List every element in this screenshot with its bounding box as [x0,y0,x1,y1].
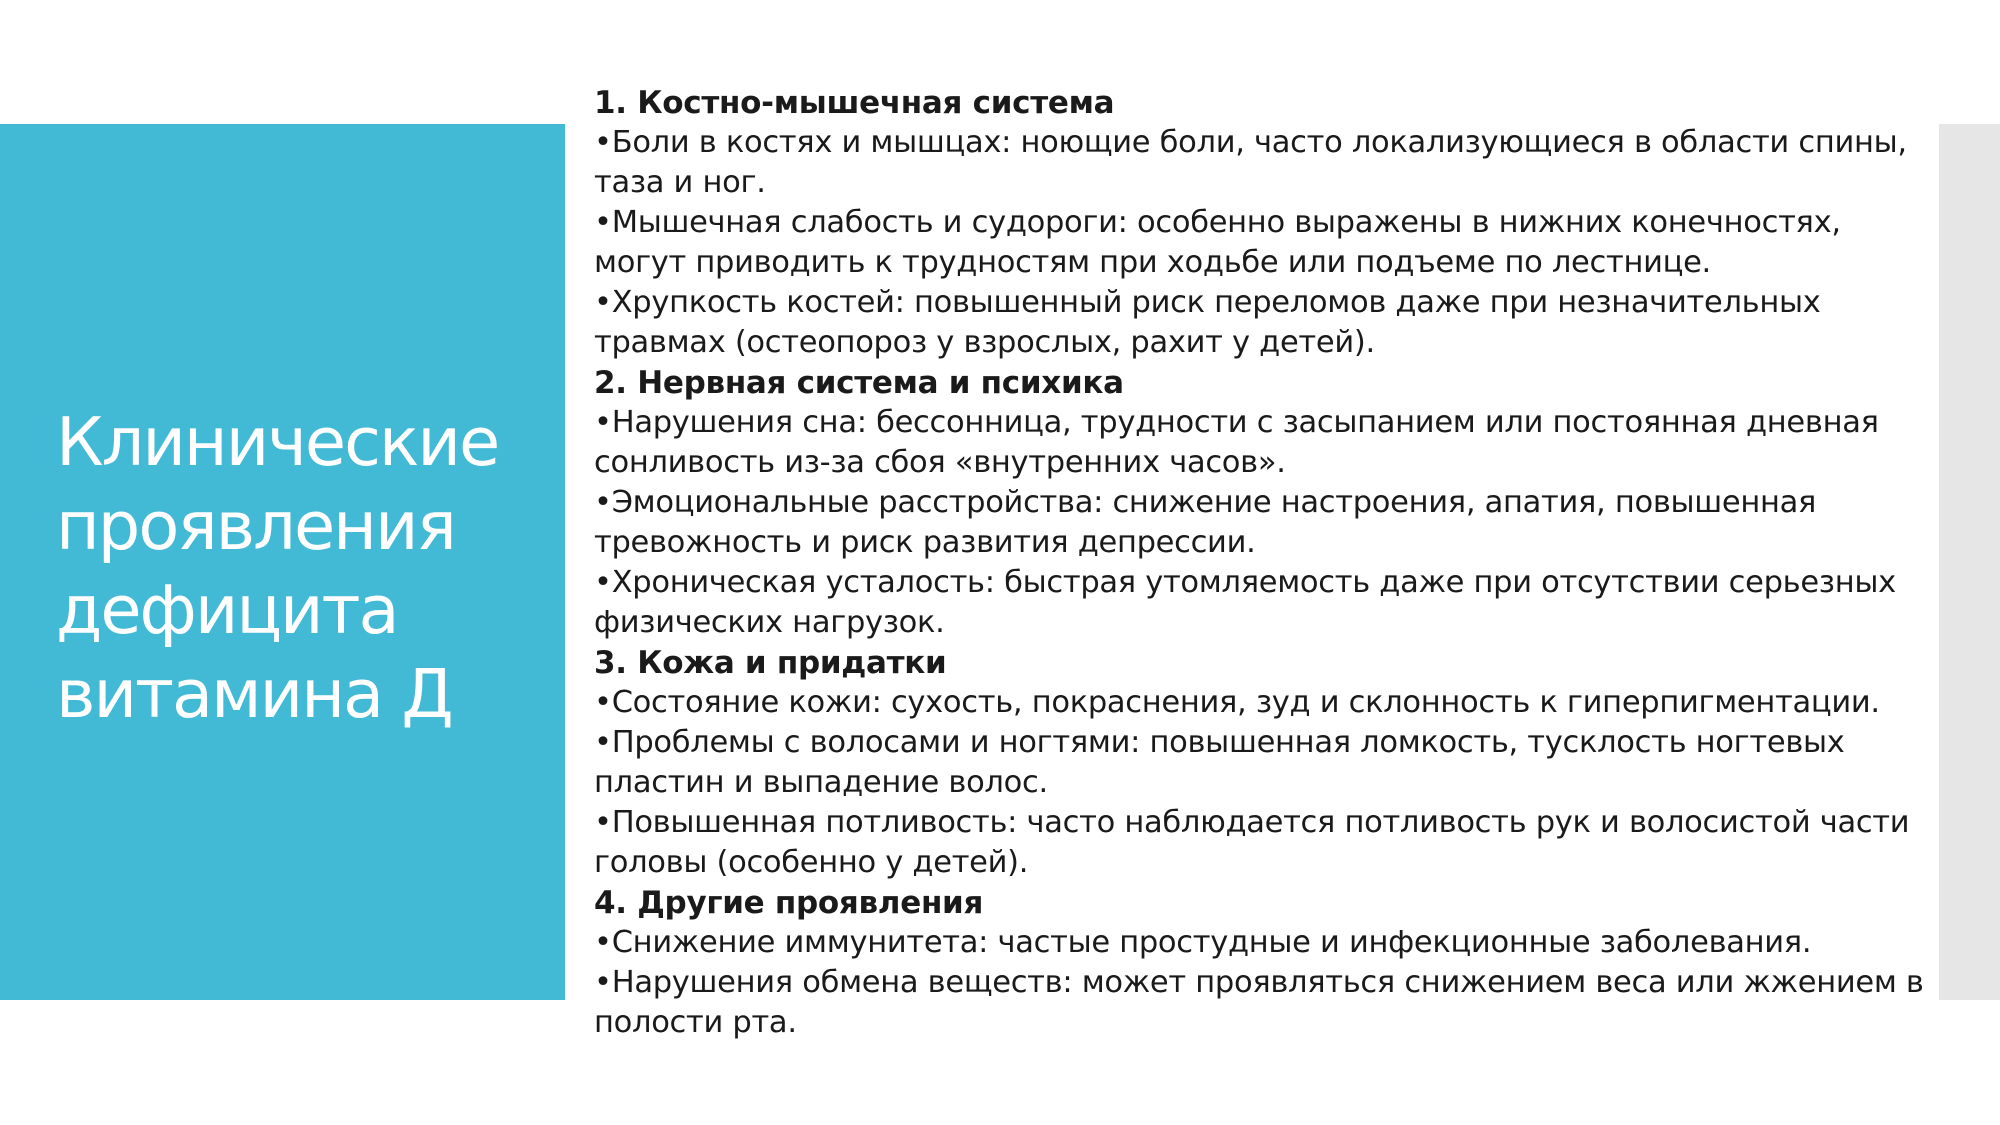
bullet-item: •Повышенная потливость: часто наблюдается потливость рук и волосистой части головы (особенно у детей). [594,805,1910,880]
section-other [594,883,1924,1043]
section-heading: 1. Костно-мышечная система [594,85,1115,121]
section-heading: 2. Нервная система и психика [594,365,1124,401]
bullet-item: •Мышечная слабость и судороги: особенно выражены в нижних конечностях, могут приводить к трудностям при ходьбе или подъеме по лестнице. [594,205,1841,280]
section-musculoskeletal [594,83,1924,363]
bullet-item: •Состояние кожи: сухость, покраснения, зуд и склонность к гиперпигментации. [594,685,1880,720]
bullet-item: •Нарушения сна: бессонница, трудности с засыпанием или постоянная дневная сонливость из-за сбоя «внутренних часов». [594,405,1879,480]
bullet-item: •Проблемы с волосами и ногтями: повышенная ломкость, тусклость ногтевых пластин и выпадение волос. [594,725,1845,800]
bullet-item: •Эмоциональные расстройства: снижение настроения, апатия, повышенная тревожность и риск развития депрессии. [594,485,1817,560]
content-body [594,83,1924,1043]
section-heading: 4. Другие проявления [594,885,984,921]
section-skin [594,643,1924,883]
bullet-item: •Боли в костях и мышцах: ноющие боли, часто локализующиеся в области спины, таза и ног. [594,125,1907,200]
section-nervous-system [594,363,1924,643]
slide-title: Клинические проявления дефицита витамина Д [56,403,499,733]
accent-bar [1939,124,2000,1000]
bullet-item: •Нарушения обмена веществ: может проявляться снижением веса или жжением в полости рта. [594,965,1924,1040]
bullet-item: •Хроническая усталость: быстрая утомляемость даже при отсутствии серьезных физических нагрузок. [594,565,1896,640]
bullet-item: •Снижение иммунитета: частые простудные и инфекционные заболевания. [594,925,1812,960]
bullet-item: •Хрупкость костей: повышенный риск переломов даже при незначительных травмах (остеопороз у взрослых, рахит у детей). [594,285,1821,360]
section-heading: 3. Кожа и придатки [594,645,947,681]
